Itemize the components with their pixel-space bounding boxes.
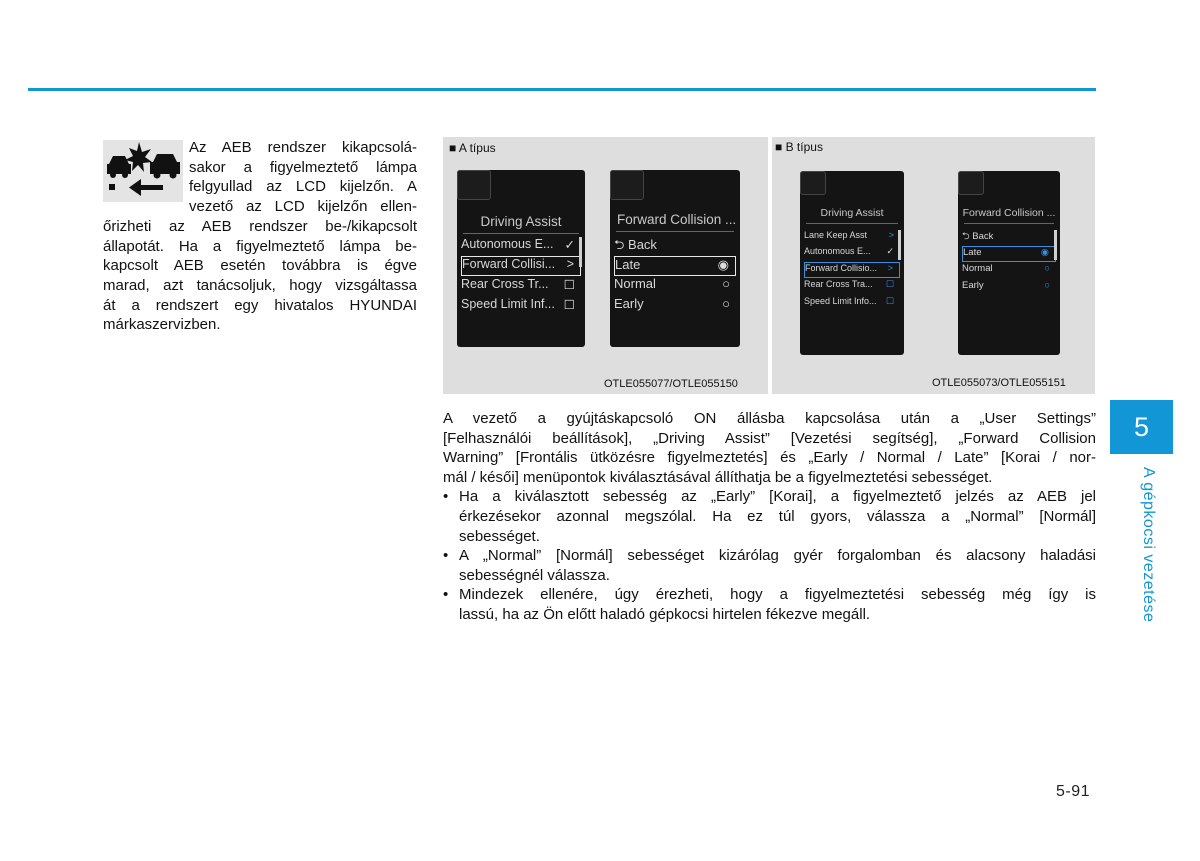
bullet-icon: • [443, 547, 449, 565]
text-line: sebességnél válassza. [459, 566, 610, 584]
text-line: A „Normal” [Normál] sebességet kizárólag gyér forgalomban és alacsony haladási [459, 547, 1096, 565]
lcd-title: Driving Assist [820, 207, 884, 219]
lcd-divider [964, 223, 1054, 224]
lcd-back-row: ⮌ Back [962, 231, 994, 242]
lcd-screen-forward-collision-a [610, 170, 740, 347]
lcd-divider [463, 233, 579, 234]
bullet-icon: • [443, 586, 449, 604]
lcd-menu-row-selected: Forward Collisi... > [461, 256, 581, 276]
lcd-option-row: Normal ○ [962, 263, 1050, 274]
lcd-screen-driving-assist-a [457, 170, 585, 347]
lcd-menu-row: Autonomous E... ✓ [461, 237, 575, 252]
bullet-item [443, 585, 1096, 624]
text-line: mál / késői] menüpontok kiválasztásával állíthatja be a figyelmeztetési sebességet. [443, 468, 993, 486]
lcd-title: Forward Collision ... [617, 212, 737, 227]
chapter-number-tab: 5 [1110, 400, 1173, 454]
text-line: Mindezek ellenére, úgy érezheti, hogy a figyelmeztetési sebesség még így is [459, 586, 1096, 604]
lcd-option-row: Normal ○ [614, 276, 730, 291]
checkbox-empty-icon: ☐ [563, 298, 575, 312]
radio-empty-icon: ○ [722, 296, 730, 311]
text-line: lassú, ha az Ön előtt haladó gépkocsi hirtelen fékezve megáll. [459, 605, 871, 623]
lcd-menu-row: Speed Limit Info... ☐ [804, 296, 894, 306]
lcd-title: Forward Collision ... [962, 207, 1056, 219]
radio-empty-icon: ○ [1044, 263, 1050, 274]
chevron-right-icon: > [887, 263, 893, 273]
lcd-menu-row: Speed Limit Inf... ☐ [461, 297, 575, 312]
radio-selected-icon: ◉ [1040, 247, 1049, 258]
bullet-item [443, 487, 1096, 546]
chapter-title: A gépkocsi vezetése [1140, 467, 1157, 623]
checkbox-checked-icon: ✓ [886, 246, 894, 256]
lcd-corner [800, 171, 826, 195]
lcd-corner [610, 170, 644, 200]
lcd-option-row: Early ○ [614, 296, 730, 311]
lcd-screen-driving-assist-b [800, 171, 904, 355]
intro-line: márkaszervizben. [103, 316, 221, 334]
lcd-option-row-selected: Late ◉ [614, 256, 736, 276]
intro-paragraph [103, 138, 417, 335]
lcd-menu-row: Rear Cross Tr... ☐ [461, 277, 575, 292]
chevron-right-icon: > [566, 257, 574, 271]
lcd-menu-row: Rear Cross Tra... ☐ [804, 279, 894, 289]
text-line: Warning” [Frontális ütközésre figyelmeztetés] és „Early / Normal / Late” [Korai / nor- [443, 449, 1096, 467]
lcd-menu-row: Lane Keep Asst > [804, 230, 894, 240]
figure-divider [768, 137, 772, 394]
text-line: érkezésekor azonnal megszólal. Ha ez túl gyors, válassza a „Normal” [Normál] [459, 507, 1096, 525]
header-rule [28, 88, 1096, 91]
radio-empty-icon: ○ [1044, 280, 1050, 291]
lcd-option-row: Early ○ [962, 280, 1050, 291]
page-number: 5-91 [1056, 783, 1091, 800]
intro-line: őrizheti az AEB rendszer be-/kikapcsolt [103, 217, 417, 235]
main-text [443, 409, 1096, 625]
intro-line: kapcsolt AEB esetén továbbra is égve [103, 257, 417, 275]
figure-caption-b: OTLE055073/OTLE055151 [932, 377, 1066, 389]
figure-caption-a: OTLE055077/OTLE055150 [604, 378, 738, 390]
radio-empty-icon: ○ [722, 276, 730, 291]
checkbox-empty-icon: ☐ [885, 296, 894, 306]
text-line: sebességet. [459, 527, 540, 545]
lcd-scrollbar [1054, 230, 1057, 260]
intro-line: marad, azt tanácsoljuk, hogy vizsgáltassa [103, 276, 417, 294]
lcd-scrollbar [579, 237, 582, 267]
intro-line: Az AEB rendszer kikapcsolá- [189, 139, 417, 156]
checkbox-empty-icon: ☐ [563, 278, 575, 292]
radio-selected-icon: ◉ [717, 257, 729, 272]
intro-line: sakor a figyelmeztető lámpa [189, 158, 417, 176]
chevron-right-icon: > [888, 230, 894, 240]
type-b-label: ■ B típus [775, 140, 823, 154]
bullet-item [443, 546, 1096, 585]
lcd-back-row: ⮌ Back [614, 237, 657, 252]
text-line: [Felhasználói beállítások], „Driving Assist” [Vezetési segítség], „Forward Collision [443, 429, 1096, 447]
lcd-title: Driving Assist [480, 214, 562, 229]
lcd-menu-row: Autonomous E... ✓ [804, 246, 894, 256]
lcd-scrollbar [898, 230, 901, 260]
intro-line: vezető az LCD kijelzőn ellen- [189, 198, 417, 216]
type-a-label: ■ A típus [449, 141, 496, 155]
intro-line: állapotát. Ha a figyelmeztető lámpa be- [103, 237, 417, 255]
bullet-icon: • [443, 488, 449, 506]
lcd-menu-row-selected: Forward Collisio... > [804, 262, 900, 278]
paragraph [443, 409, 1096, 487]
text-line: A vezető a gyújtáskapcsoló ON állásba kapcsolása után a „User Settings” [443, 410, 1096, 427]
intro-line: át a rendszert egy hivatalos HYUNDAI [103, 296, 417, 314]
intro-line: felgyullad az LCD kijelzőn. A [189, 178, 417, 196]
lcd-option-row-selected: Late ◉ [962, 246, 1056, 262]
lcd-corner [457, 170, 491, 200]
checkbox-empty-icon: ☐ [885, 279, 894, 289]
lcd-divider [806, 223, 898, 224]
lcd-divider [616, 231, 734, 232]
checkbox-checked-icon: ✓ [564, 238, 575, 252]
lcd-screen-forward-collision-b [958, 171, 1060, 355]
text-line: Ha a kiválasztott sebesség az „Early” [Korai], a figyelmeztető jelzés az AEB jel [459, 488, 1096, 506]
lcd-corner [958, 171, 984, 195]
